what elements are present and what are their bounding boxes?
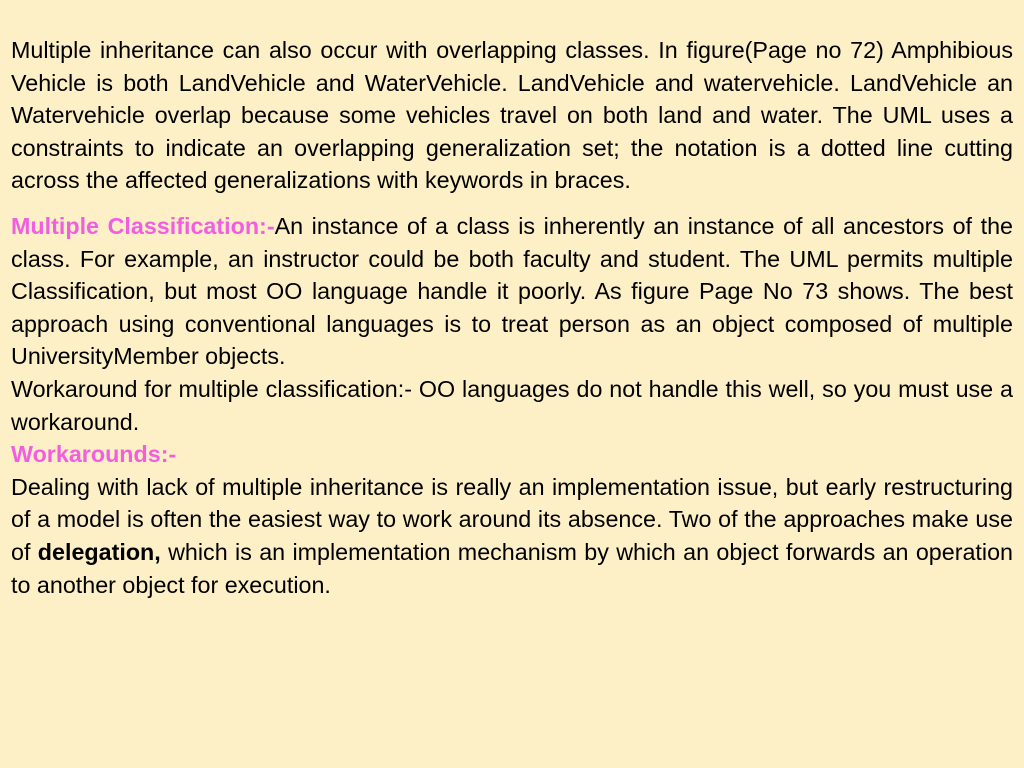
workarounds-heading: Workarounds:- bbox=[11, 441, 177, 468]
overlapping-classes-paragraph: Multiple inheritance can also occur with overlapping classes. In figure(Page no 72) Amphibious Vehicle is both LandVehicle and WaterVehicle. LandVehicle and watervehicle. LandVehicle an Watervehicle overlap because some vehicles travel on both land and water. The UML uses a constraints to indicate an overlapping generalization set; the notation is a dotted line cutting across the affected generalizations with keywords in braces. bbox=[11, 37, 1013, 194]
workaround-for-multiple-classification-paragraph: Workaround for multiple classification:- OO languages do not handle this well, so you must use a workaround. bbox=[11, 375, 1013, 435]
workarounds-paragraph bbox=[11, 471, 1013, 601]
workarounds-text-after: which is an implementation mechanism by which an object forwards an operation to another object for execution. bbox=[11, 538, 1013, 598]
multiple-classification-paragraph bbox=[11, 210, 1013, 373]
multiple-classification-heading: Multiple Classification:- bbox=[11, 212, 275, 239]
multiple-classification-text: An instance of a class is inherently an instance of all ancestors of the class. For example, an instructor could be both faculty and student. The UML permits multiple Classification, but most OO language handle it poorly. As figure Page No 73 shows. The best approach using conventional languages is to treat person as an object composed of multiple UniversityMember objects. bbox=[11, 212, 1013, 370]
workarounds-text-before: Dealing with lack of multiple inheritance is really an implementation issue, but early restructuring of a model is often the easiest way to work around its absence. Two of the approaches make use of bbox=[11, 473, 1013, 565]
delegation-term: delegation, bbox=[37, 538, 161, 565]
